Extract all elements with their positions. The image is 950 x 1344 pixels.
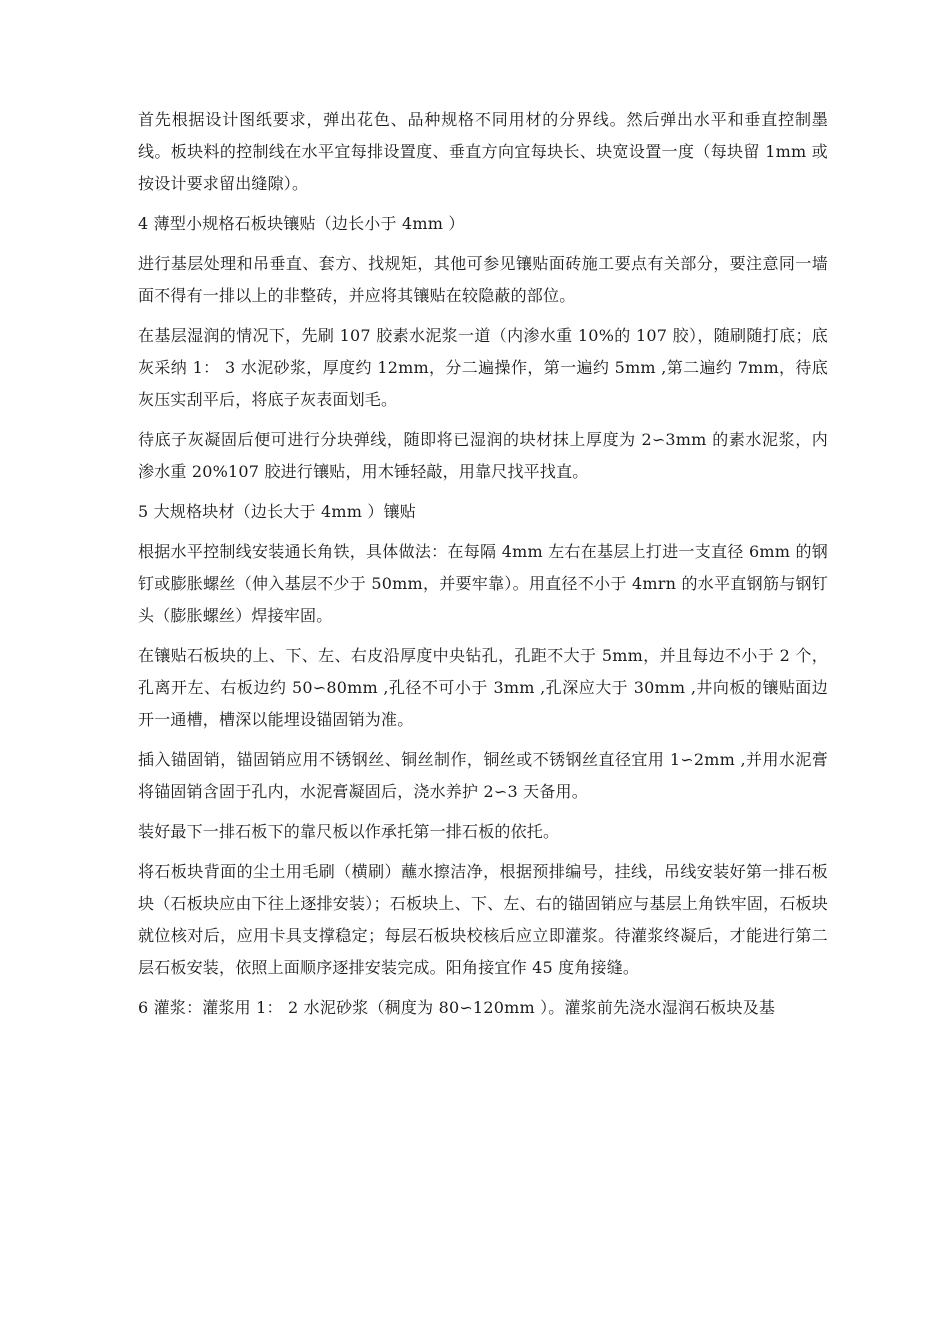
- paragraph-block-laying: 待底子灰凝固后便可进行分块弹线，随即将已湿润的块材抹上厚度为 2∽3mm 的素水泥浆，内渗水重 20%107 胶进行镶贴，用木锤轻敲，用靠尺找平找直。: [138, 430, 828, 481]
- paragraph-drilling: 在镶贴石板块的上、下、左、右皮沿厚度中央钻孔，孔距不大于 5mm，并且每边不小于 2 个，孔离开左、右板边约 50∽80mm ,孔径不可小于 3mm ,孔深应大于 30mm ,井向板的镶贴面边开一通槽，槽深以能埋设锚固销为准。: [138, 646, 828, 729]
- paragraph-support-board: 装好最下一排石板下的靠尺板以作承托第一排石板的依托。: [138, 822, 560, 841]
- paragraph-anchor-pins: 插入锚固销，锚固销应用不锈钢丝、铜丝制作，铜丝或不锈钢丝直径宜用 1∽2mm ,并用水泥膏将锚固销含固于孔内，水泥膏凝固后，浇水养护 2∽3 天备用。: [138, 750, 828, 801]
- paragraph-base-treatment: 进行基层处理和吊垂直、套方、找规矩，其他可参见镶贴面砖施工要点有关部分，要注意同一墙面不得有一排以上的非整砖，并应将其镶贴在较隐蔽的部位。: [138, 254, 828, 305]
- section-heading-4: 4 薄型小规格石板块镶贴（边长小于 4mm ）: [138, 214, 465, 233]
- document-body: [138, 104, 828, 1032]
- paragraph-control-lines: 首先根据设计图纸要求，弹出花色、品种规格不同用材的分界线。然后弹出水平和垂直控制墨线。板块料的控制线在水平宜每排设置度、垂直方向宜每块长、块宽设置一度（每块留 1mm 或按设计要求留出缝隙）。: [138, 110, 828, 193]
- paragraph-base-coat: 在基层湿润的情况下，先刷 107 胶素水泥浆一道（内渗水重 10%的 107 胶），随刷随打底；底灰采纳 1： 3 水泥砂浆，厚度约 12mm，分二遍操作，第一遍约 5mm ,第二遍约 7mm，待底灰压实刮平后，将底子灰表面划毛。: [138, 326, 828, 409]
- paragraph-angle-iron: 根据水平控制线安装通长角铁，具体做法：在每隔 4mm 左右在基层上打进一支直径 6mm 的钢钉或膨胀螺丝（伸入基层不少于 50mm，并要牢靠）。用直径不小于 4mrn 的水平直钢筋与钢钉头（膨胀螺丝）焊接牢固。: [138, 542, 828, 625]
- paragraph-installation: 将石板块背面的尘土用毛刷（横刷）蘸水擦洁净，根据预排编号，挂线，吊线安装好第一排石板块（石板块应由下往上逐排安装）；石板块上、下、左、右的锚固销应与基层上角铁牢固，石板块就位核对后，应用卡具支撑稳定；每层石板块校核后应立即灌浆。待灌浆终凝后，才能进行第二层石板安装，依照上面顺序逐排安装完成。阳角接宜作 45 度角接缝。: [138, 862, 828, 977]
- section-heading-5: 5 大规格块材（边长大于 4mm ）镶贴: [138, 502, 416, 521]
- paragraph-grouting: 6 灌浆：灌浆用 1： 2 水泥砂浆（稠度为 80∽120mm ）。灌浆前先浇水湿润石板块及基: [138, 998, 776, 1017]
